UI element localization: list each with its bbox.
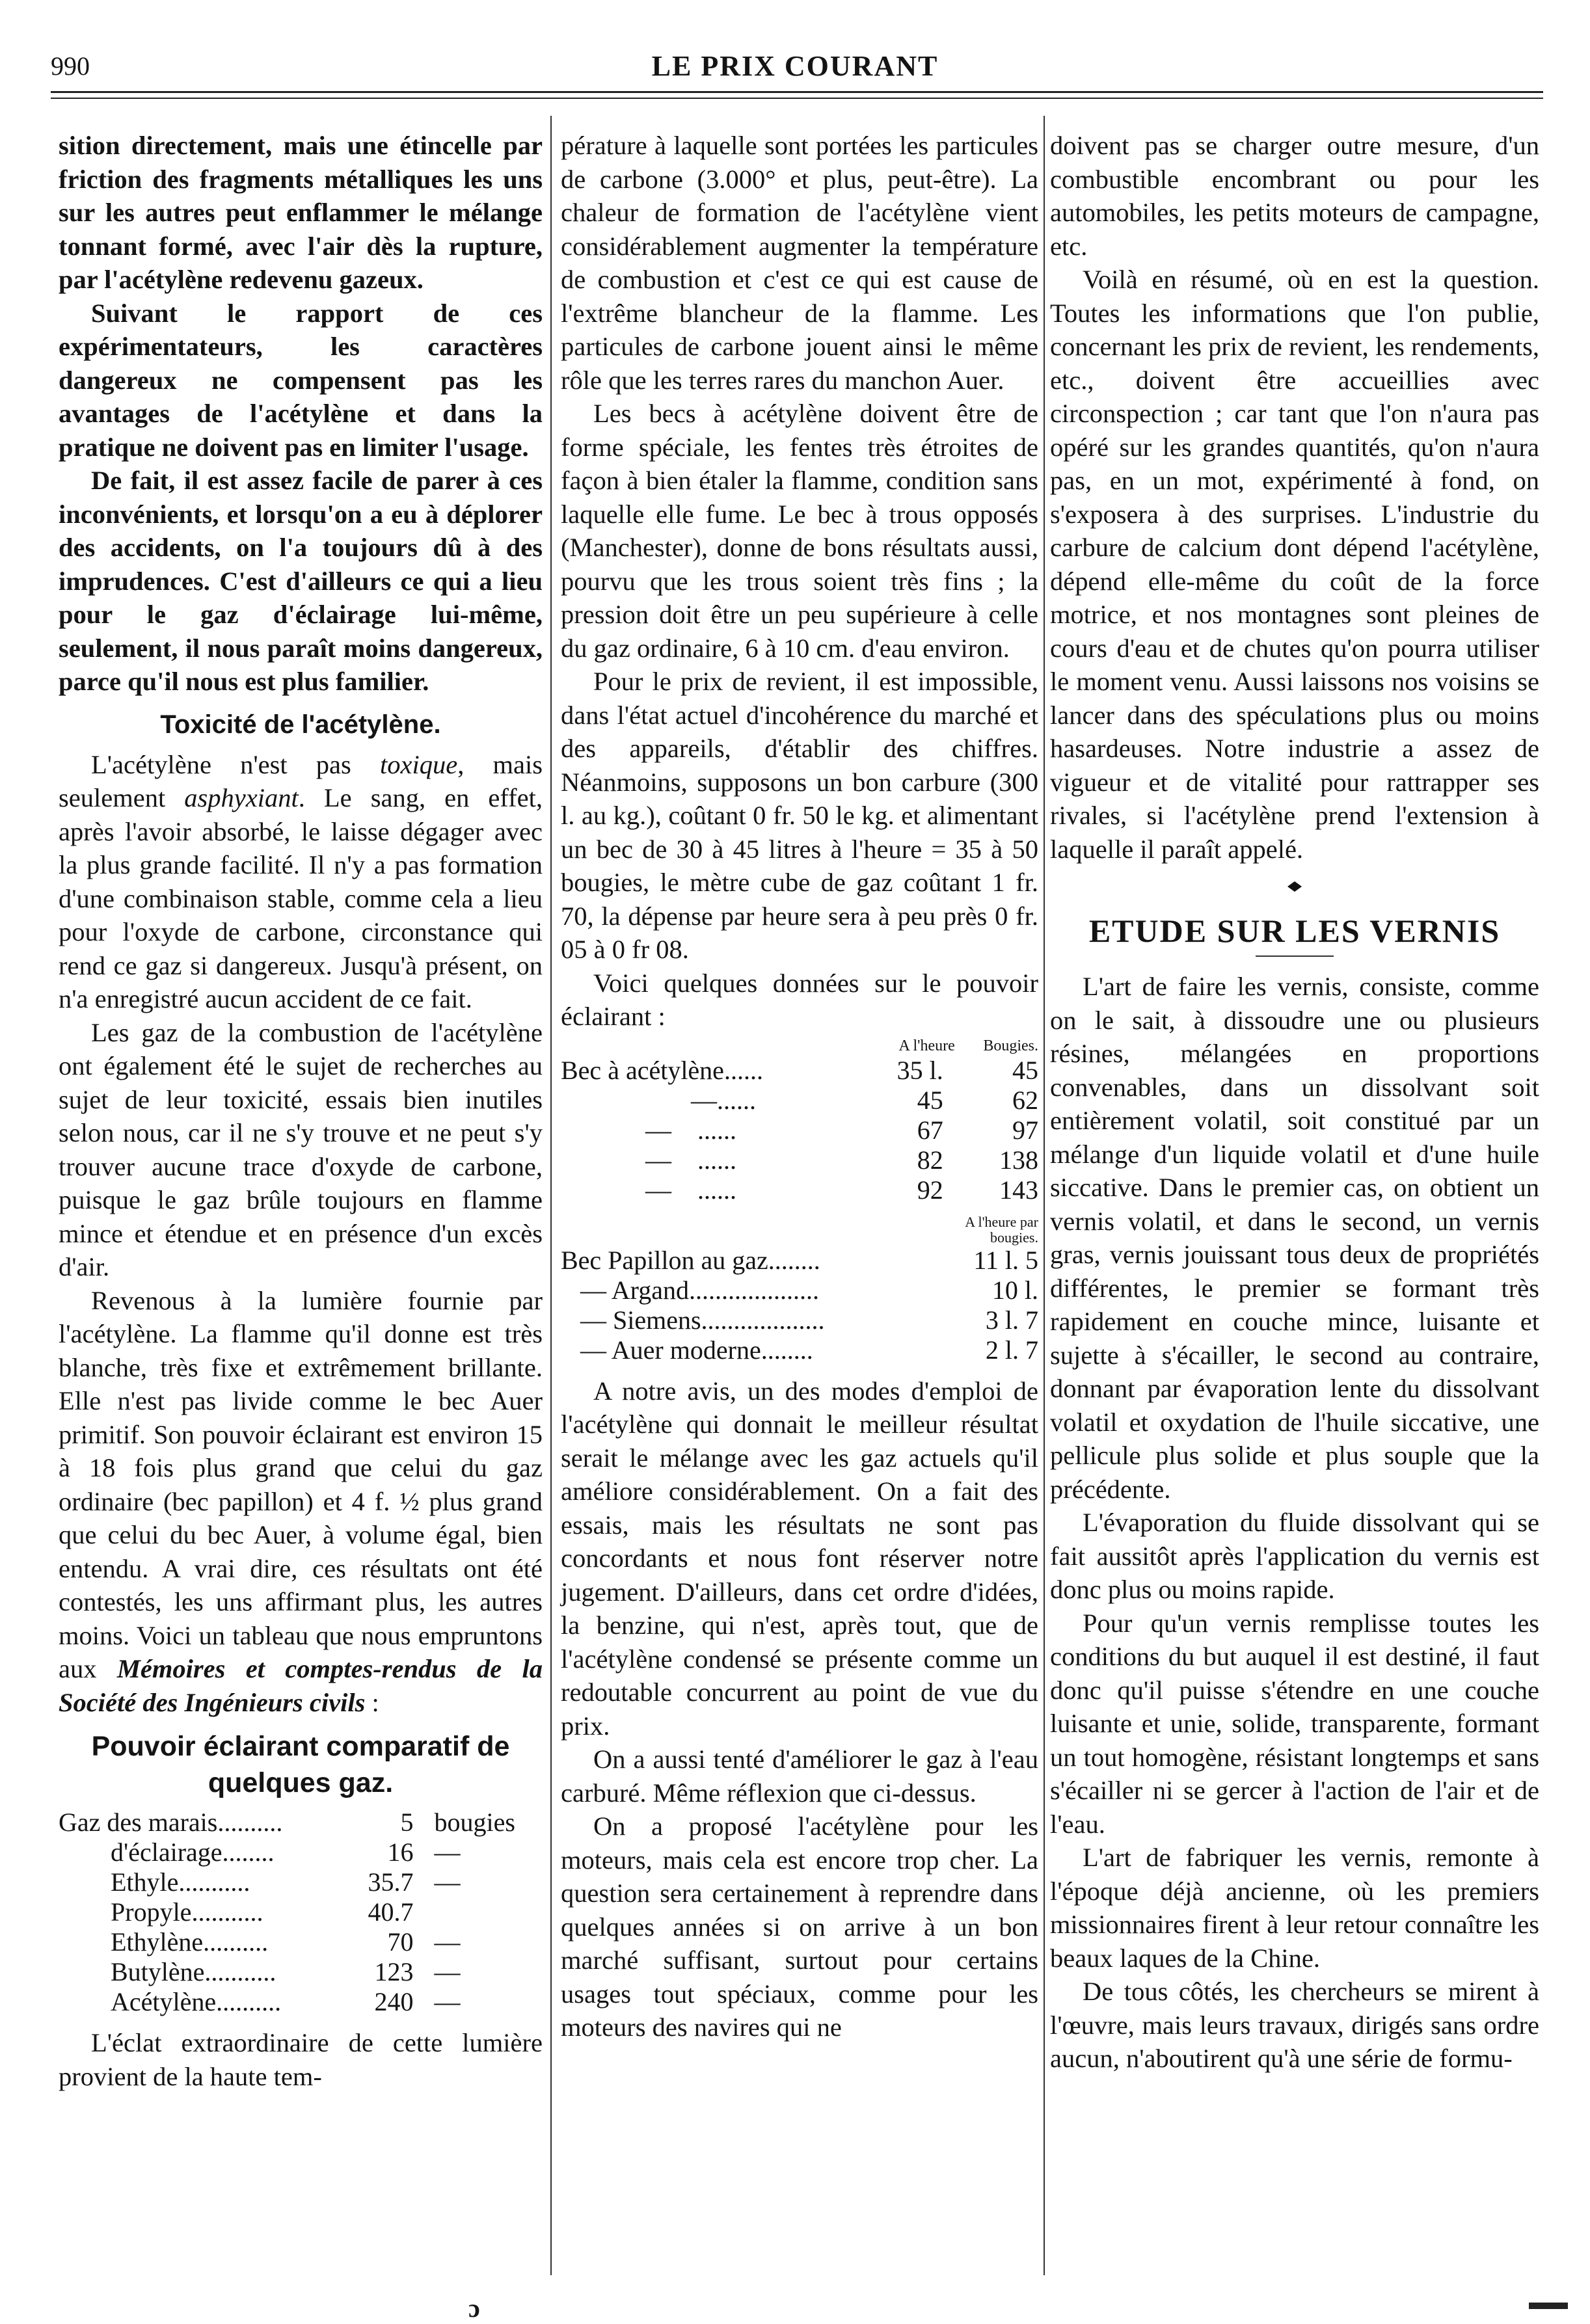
paragraph: Pour le prix de revient, il est impossible, dans l'état actuel d'incohérence du marché et des appareils, d'établir des chiffres. Néanmoins, supposons un bon carbure (300 l. au kg.), coûtant 0 fr. 50 le kg. et alimentant un bec de 30 à 45 litres à l'heure = 35 à 50 bougies, le mètre cube de gaz coûtant 1 fr. 70, la dépense par heure sera à peu près 0 fr. 05 à 0 fr 08.: [561, 667, 1038, 964]
table-header-row: [561, 1214, 1038, 1246]
column-1: [59, 129, 543, 2093]
table-cell-label: Propyle...........: [111, 1897, 263, 1927]
table-row: [59, 1957, 543, 1987]
column-divider-right: [1044, 116, 1045, 2275]
table-cell-label: Bec Papillon au gaz........: [561, 1245, 820, 1275]
table-cell-label: — Siemens...................: [580, 1305, 825, 1335]
table-row: [59, 1867, 543, 1897]
table-cell-unit: [425, 1897, 543, 1927]
table-cell-label: Butylène...........: [111, 1957, 276, 1986]
section-separator-ornament: [1287, 881, 1302, 892]
table-cell-label: — Argand....................: [580, 1275, 820, 1305]
table-cell-value: 3 l. 7: [985, 1305, 1038, 1335]
table-cell-empty: [561, 1214, 921, 1246]
table-cell-value: 45: [917, 1085, 943, 1115]
table-row: [561, 1305, 1038, 1335]
paragraph: De fait, il est assez facile de parer à ces inconvénients, et lorsqu'on a eu à déplorer des accidents, on l'a toujours dû à des imprudences. C'est d'ailleurs ce qui a lieu pour le gaz d'éclairage lui-même, seulement, il nous paraît moins dangereux, parce qu'il nous est plus familier.: [59, 466, 543, 696]
table-cell-unit: —: [434, 1957, 461, 1986]
table-cell-value: 40.7: [368, 1897, 414, 1927]
table-row: [561, 1115, 1038, 1145]
table-cell-bougies: 97: [1012, 1115, 1038, 1145]
text-run: L'acétylène n'est pas: [91, 749, 380, 779]
table-cell-label: —......: [691, 1085, 756, 1115]
table-cell-value: 123: [374, 1957, 414, 1986]
italic-text: toxique: [379, 749, 458, 779]
table-row: [561, 1276, 1038, 1305]
running-title: LE PRIX COURANT: [651, 50, 939, 82]
table-cell-bougies: 45: [1012, 1055, 1038, 1085]
table-row: [59, 1897, 543, 1927]
table-row: [561, 1175, 1038, 1205]
paragraph: doivent pas se charger outre mesure, d'un combustible encombrant ou pour les automobiles, les petits moteurs de campagne, etc.: [1050, 131, 1539, 261]
table-cell-label: Acétylène..........: [111, 1987, 282, 2016]
table-heading: Pouvoir éclairant comparatif de quelques gaz.: [91, 1731, 510, 1798]
table-header-cell: A l'heure: [898, 1037, 955, 1054]
page-number: 990: [51, 51, 90, 81]
paragraph: Pour qu'un vernis remplisse toutes les conditions du but auquel il est destiné, il faut donc qu'il puisse s'étendre en une couche luisante et unie, solide, transparente, formant un tout homogène, résistant longtemps et sans s'écailler ni se gercer à l'action de l'air et de l'eau.: [1050, 1608, 1539, 1839]
paragraph: A notre avis, un des modes d'emploi de l'acétylène qui donnait le meilleur résultat serait le mélange avec les gaz actuels qu'il améliore considérablement. On a fait des essais, mais les résultats ne sont pas concordants et nous font réserver notre jugement. D'ailleurs, dans cet ordre d'idées, la benzine, qui n'est, après tout, que de l'acétylène condensé se présente comme un redoutable concurrent au point de vue du prix.: [561, 1376, 1038, 1741]
table-row: [561, 1335, 1038, 1365]
burner-comparison-table: [561, 1214, 1038, 1365]
table-header-row: [561, 1036, 1038, 1056]
table-cell-value: 35 l.: [896, 1055, 943, 1085]
paragraph: [59, 748, 543, 1016]
paragraph: De tous côtés, les chercheurs se mirent à l'œuvre, mais leurs travaux, dirigés sans ordre aucun, n'aboutirent qu'à une série de formu-: [1050, 1977, 1539, 2073]
table-cell-unit: bougies: [434, 1808, 515, 1837]
table-cell-bougies: 143: [999, 1175, 1038, 1205]
table-cell-label: Ethylène..........: [111, 1927, 269, 1957]
table-row: [59, 1927, 543, 1957]
table-cell-value: 240: [374, 1987, 414, 2016]
table-cell-value: 67: [917, 1115, 943, 1145]
table-cell-value: 70: [387, 1927, 414, 1957]
table-cell-label: — ......: [645, 1145, 736, 1175]
corner-mark: [1529, 2303, 1568, 2309]
table-row: [561, 1056, 1038, 1086]
table-cell-value: 16: [387, 1837, 414, 1867]
paragraph: Suivant le rapport de ces expérimentateurs, les caractères dangereux ne compensent pas les avantages de l'acétylène et dans la pratique ne doivent pas en limiter l'usage.: [59, 298, 543, 462]
title-underline-rule: [1256, 955, 1334, 957]
column-divider-left: [550, 116, 552, 2275]
header-rule-thin: [51, 98, 1543, 99]
table-cell-unit: —: [434, 1927, 461, 1957]
gas-comparison-table: [59, 1808, 543, 2017]
paragraph: Voilà en résumé, où en est la question. Toutes les informations que l'on publie, concernant les prix de revient, les rendements, etc., doivent être accueillies avec circonspection ; car tant que l'on n'aura pas opéré sur les grandes quantités, qu'on n'aura pas, en un mot, expérimenté à fond, on s'exposera à des surprises. L'industrie du carbure de calcium dont dépend l'acétylène, dépend elle-même du coût de la force motrice, et nos montagnes sont pleines de cours d'eau et de chutes qu'on pourra utiliser le moment venu. Aussi laissons nos voisins se lancer dans des spéculations plus ou moins hasardeuses. Notre industrie a assez de vigueur et de vitalité pour rattrapper ses rivales, si l'acétylène prend l'extension à laquelle il paraît appelé.: [1050, 265, 1539, 864]
table-cell-label: — ......: [645, 1115, 736, 1145]
column-2: [561, 129, 1038, 2044]
paragraph: Voici quelques données sur le pouvoir éclairant :: [561, 968, 1038, 1031]
paragraph: Les becs à acétylène doivent être de forme spéciale, les fentes très étroites de façon à bien étaler la flamme, condition sans laquelle elle fume. Le bec à trous opposés (Manchester), donne de bons résultats aussi, pourvu que les trous soient très fins ; la pression doit être un peu supérieure à celle du gaz ordinaire, 6 à 10 cm. d'eau environ.: [561, 399, 1038, 663]
table-cell-label: — ......: [645, 1175, 736, 1205]
table-header-cell: Bougies.: [983, 1037, 1038, 1054]
table-cell-value: 2 l. 7: [985, 1335, 1038, 1365]
table-row: [561, 1086, 1038, 1115]
printer-mark: ɔ: [468, 2293, 480, 2323]
column-3: [1050, 129, 1539, 2076]
paragraph: Les gaz de la combustion de l'acétylène ont également été le sujet de recherches au sujet de leur toxicité, essais bien inutiles selon nous, car il ne s'y trouve et ne peut s'y trouver aucune trace d'oxyde de carbone, puisque le gaz brûle toujours en flamme mince et étendue et en présence d'un excès d'air.: [59, 1017, 543, 1281]
table-row: [561, 1145, 1038, 1175]
table-row: [59, 1808, 543, 1837]
text-run: Revenous à la lumière fournie par l'acétylène. La flamme qu'il donne est très blanche, très fixe et extrêmement brillante. Elle n'est pas livide comme le bec Auer primitif. Son pouvoir éclairant est environ 15 à 18 fois plus grand que celui du gaz ordinaire (bec papillon) et 4 f. ½ plus grand que celui du bec Auer, à volume égal, bien entendu. A vrai dire, ces résultats ont été contestés, les uns affirmant plus, les autres moins. Voici un tableau que nous empruntons aux: [59, 1285, 543, 1683]
section-heading: Toxicité de l'acétylène.: [160, 710, 441, 739]
paragraph: [59, 1284, 543, 1720]
paragraph: L'art de faire les vernis, consiste, comme on le sait, à dissoudre une ou plusieurs résines, mélangées en proportions convenables, dans un dissolvant soit entièrement volatil, soit constitué par un mélange d'un liquide volatil et d'une huile siccative. Dans le premier cas, on obtient un vernis volatil, et dans le second, un vernis gras, vernis jouissant tous deux de propriétés différentes, le premier se formant très rapidement en couche mince, luisante et sujette à s'écailler, le second au contraire, donnant par évaporation lente du dissolvant volatil et oxydation de l'huile siccative, une pellicule plus solide et plus souple que la précédente.: [1050, 972, 1539, 1504]
table-row: [59, 1837, 543, 1867]
article-title: ETUDE SUR LES VERNIS: [1088, 913, 1501, 949]
table-cell-value: 11 l. 5: [973, 1245, 1038, 1275]
table-cell-empty: [561, 1036, 867, 1056]
acetylene-burner-table: [561, 1036, 1038, 1205]
table-cell-value: 92: [917, 1175, 943, 1205]
table-cell-label: Bec à acétylène......: [561, 1055, 763, 1085]
paragraph: On a aussi tenté d'améliorer le gaz à l'eau carburé. Même réflexion que ci-dessus.: [561, 1744, 1038, 1808]
table-cell-bougies: 138: [999, 1145, 1038, 1175]
header-rule: [51, 91, 1543, 93]
text-run: . Le sang, en effet, après l'avoir absorbé, le laisse dégager avec la plus grande facilité. Il n'y a pas formation d'une combinaison stable, comme cela a lieu pour l'oxyde de carbone, circonstance qui rend ce gaz si dangereux. Jusqu'à présent, on n'a enregistré aucun accident de ce fait.: [59, 783, 543, 1013]
italic-text: asphyxiant: [184, 783, 299, 812]
table-cell-value: 10 l.: [991, 1275, 1038, 1305]
table-cell-value: 5: [400, 1808, 414, 1837]
table-cell-bougies: 62: [1012, 1085, 1038, 1115]
italic-text: Mémoires et comptes-rendus de la Société des Ingénieurs civils: [59, 1654, 543, 1717]
paragraph: pérature à laquelle sont portées les particules de carbone (3.000° et plus, peut-être). La chaleur de formation de l'acétylène vient considérablement augmenter la température de combustion et c'est ce qui est cause de l'extrême blancheur de la flamme. Les particules de carbone jouent ainsi le même rôle que les terres rares du manchon Auer.: [561, 131, 1038, 395]
paragraph: L'art de fabriquer les vernis, remonte à l'époque déjà ancienne, où les premiers missionnaires firent à leur retour connaître les beaux laques de la Chine.: [1050, 1843, 1539, 1973]
paragraph: On a proposé l'acétylène pour les moteurs, mais cela est encore trop cher. La question sera certainement à reprendre dans quelques années si on arrive à un bon marché suffisant, surtout pour certains usages tout spéciaux, comme pour les moteurs des navires qui ne: [561, 1811, 1038, 2042]
table-cell-unit: —: [434, 1867, 461, 1897]
text-run: :: [365, 1687, 379, 1717]
table-cell-label: Ethyle...........: [111, 1867, 250, 1897]
table-cell-unit: —: [434, 1987, 461, 2016]
table-cell-label: — Auer moderne........: [580, 1335, 813, 1365]
table-cell-label: Gaz des marais..........: [59, 1808, 283, 1837]
table-header-cell: A l'heure par bougies.: [965, 1213, 1038, 1246]
table-cell-value: 82: [917, 1145, 943, 1175]
paragraph: L'éclat extraordinaire de cette lumière provient de la haute tem-: [59, 2028, 543, 2091]
table-cell-unit: —: [434, 1837, 461, 1867]
paragraph: sition directement, mais une étincelle par friction des fragments métalliques les uns sur les autres peut enflammer le mélange tonnant formé, avec l'air dès la rupture, par l'acétylène redevenu gazeux.: [59, 131, 543, 294]
table-cell-label: d'éclairage........: [111, 1837, 275, 1867]
table-cell-value: 35.7: [368, 1867, 414, 1897]
paragraph: L'évaporation du fluide dissolvant qui se fait aussitôt après l'application du vernis est donc plus ou moins rapide.: [1050, 1508, 1539, 1604]
table-row: [561, 1246, 1038, 1276]
table-row: [59, 1987, 543, 2017]
text-run: , mais seulement: [59, 749, 543, 812]
